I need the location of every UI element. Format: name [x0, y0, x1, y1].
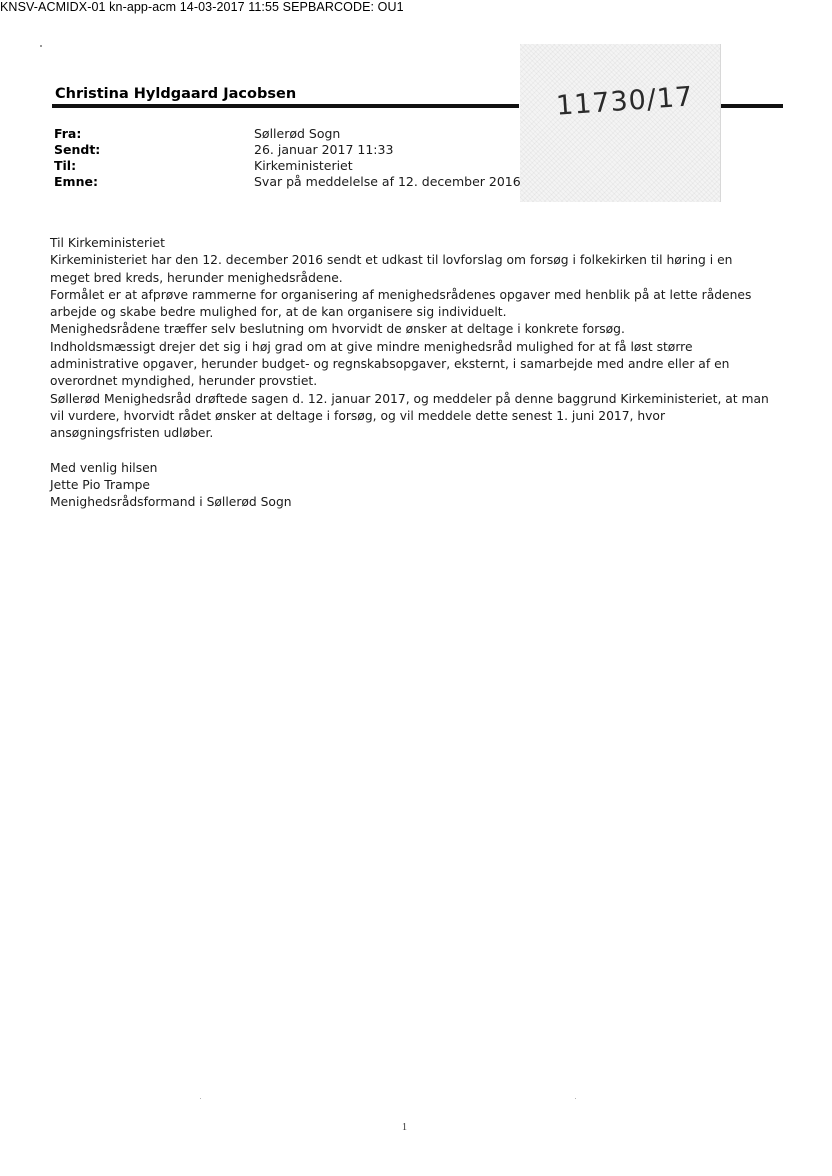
- meta-label: Til:: [54, 158, 77, 173]
- email-body: [50, 235, 790, 511]
- meta-value: Svar på meddelelse af 12. december 2016: [254, 174, 521, 189]
- body-line: arbejde og skabe bedre mulighed for, at de kan organisere sig individuelt.: [50, 305, 507, 320]
- body-line: vil vurdere, hvorvidt rådet ønsker at deltage i forsøg, og vil meddele dette senest 1. juni 2017, hvor: [50, 408, 666, 423]
- meta-row-from: [54, 126, 521, 142]
- meta-value: 26. januar 2017 11:33: [254, 142, 394, 157]
- page-number: 1: [402, 1122, 407, 1133]
- body-line: Menighedsrådene træffer selv beslutning om hvorvidt de ønsker at deltage i konkrete forsøg.: [50, 322, 625, 337]
- signoff-line: Menighedsrådsformand i Søllerød Sogn: [50, 495, 292, 510]
- meta-label: Sendt:: [54, 142, 101, 157]
- meta-value: Kirkeministeriet: [254, 158, 353, 173]
- body-line: meget bred kreds, herunder menighedsrådene.: [50, 270, 343, 285]
- fax-header: KNSV-ACMIDX-01 kn-app-acm 14-03-2017 11:55 SEPBARCODE: OU1: [0, 0, 404, 14]
- meta-label: Emne:: [54, 174, 98, 189]
- body-line: Søllerød Menighedsråd drøftede sagen d. 12. januar 2017, og meddeler på denne baggrund Kirkeministeriet, at man: [50, 391, 769, 406]
- signoff-line: Jette Pio Trampe: [50, 477, 150, 492]
- body-line: Indholdsmæssigt drejer det sig i høj grad om at give mindre menighedsråd mulighed for at få løst større: [50, 339, 693, 354]
- scan-speck: [40, 45, 42, 47]
- handwritten-case-number: 11730/17: [555, 81, 695, 122]
- meta-row-to: [54, 158, 521, 174]
- received-stamp-area: [520, 44, 721, 202]
- signoff-line: Med venlig hilsen: [50, 460, 158, 475]
- scan-speck: [200, 1098, 201, 1099]
- scan-speck: [575, 1098, 576, 1099]
- body-line: Til Kirkeministeriet: [50, 236, 165, 250]
- email-meta: [54, 126, 521, 190]
- paragraph-gap: [50, 443, 790, 460]
- body-line: Formålet er at afprøve rammerne for organisering af menighedsrådenes opgaver med henblik på at lette rådenes: [50, 287, 752, 302]
- email-sender-name: Christina Hyldgaard Jacobsen: [55, 86, 297, 102]
- body-line: overordnet myndighed, herunder provstiet.: [50, 374, 318, 389]
- body-line: ansøgningsfristen udløber.: [50, 426, 214, 441]
- meta-value: Søllerød Sogn: [254, 126, 341, 141]
- meta-label: Fra:: [54, 126, 82, 141]
- meta-row-subject: [54, 174, 521, 190]
- meta-row-sent: [54, 142, 521, 158]
- header-rule-right: [721, 104, 783, 108]
- body-line: administrative opgaver, herunder budget- og regnskabsopgaver, eksternt, i samarbejde med andre eller af en: [50, 357, 730, 372]
- body-line: Kirkeministeriet har den 12. december 2016 sendt et udkast til lovforslag om forsøg i folkekirken til høring i en: [50, 253, 733, 268]
- header-rule: [52, 104, 519, 108]
